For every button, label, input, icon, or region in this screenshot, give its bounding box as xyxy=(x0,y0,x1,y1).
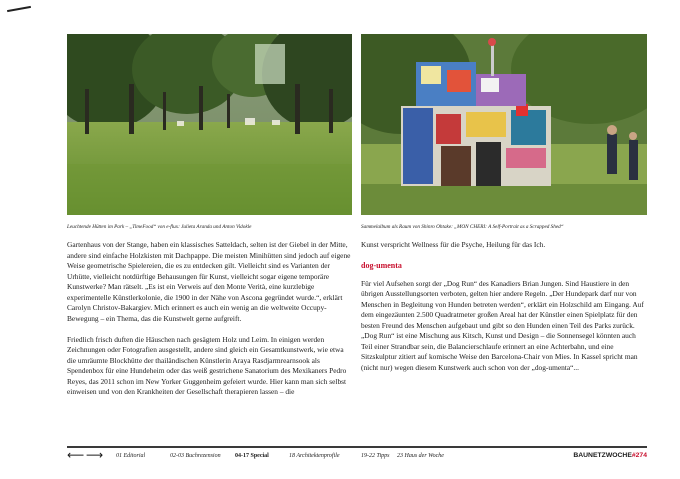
park-photo xyxy=(67,34,352,215)
article-paragraph: Für viel Aufsehen sorgt der „Dog Run“ des Kanadiers Brian Jungen. Sind Haustiere in den übrigen Ausstellungsorten verboten, gelten hier andere Regeln. „Der Hundepark darf nur von Menschen in Begleitung von Hunden betreten werden“, erklärt ein Holzschild am Eingang. Auf dem eingezäunten 2.500 Quadratmeter großen Areal hat der Künstler einen Spielplatz für den besten Freund des Menschen aufgebaut und gibt so den Hunden einen Teil des Parks zurück. „Dog Run“ ist eine Mischung aus Kitsch, Kunst und Design – die Sonnensegel könnten auch Teil einer Strandbar sein, die Balancierschlaufe erinnert an eine Achterbahn, und eine Sitzskulptur zitiert auf komische Weise den Barcelona-Chair von Mies. In Kassel spricht man (nicht nur) wegen diesem Kunstwerk auch schon von der „dog-umenta“... xyxy=(361,278,644,372)
nav-link-tipps[interactable]: 19-22 Tipps xyxy=(361,453,390,459)
nav-link-buchrezension[interactable]: 02-03 Buchrezension xyxy=(170,453,221,459)
shed-photo xyxy=(361,34,647,215)
brand-baunetz: BAUNETZ xyxy=(573,452,606,459)
right-photo-caption: Sammelalbum als Raum von Shinro Ohtake: „MON CHERI: A Self-Portrait as a Scrapped Shed“ xyxy=(361,224,564,230)
article-left-column xyxy=(67,240,351,398)
issue-number: #274 xyxy=(631,452,647,459)
article-paragraph: Kunst verspricht Wellness für die Psyche, Heilung für das Ich. xyxy=(361,240,546,249)
corner-mark xyxy=(7,6,31,12)
footer-navigation xyxy=(67,448,647,464)
nav-link-special[interactable]: 04-17 Special xyxy=(235,453,269,459)
nav-link-haus-der-woche[interactable]: 23 Haus der Woche xyxy=(397,453,444,459)
article-right-column xyxy=(361,240,647,373)
footer-divider xyxy=(67,446,647,448)
baunetzwoche-logo[interactable] xyxy=(573,452,647,459)
left-photo-caption: Leuchtende Hütten im Park – „TimeFood“ von e-flux: Julieta Aranda und Anton Vidokle xyxy=(67,224,252,230)
next-page-arrow-icon[interactable]: ⟶ xyxy=(86,448,104,462)
article-paragraph: Gartenhaus von der Stange, haben ein klassisches Satteldach, selten ist der Giebel in der Mitte, andere sind einfache Holzkisten mit Dachpappe. Die meisten Minihütten sind jedoch auf eigene Weise geometrische Spielereien, die es zu entdecken gilt. Vielleicht sind es Varianten der Urhütte, vielleicht notdürftige Behausungen für Kunst, vielleicht sogar eigene temporäre Kunstwerke? Man rätselt. „Es ist ein Verweis auf den Monte Verità, eine kurzlebige experimentelle Künstlerkolonie, die 1900 in der Nähe von Ascona gegründet wurde.“, erklärt Carolyn Christov-Bakargiev. Mich erinnert es auch ein wenig an die weltweite Occupy-Bewegung – ein Thema, das die Kunstwelt gerne aufgreift. xyxy=(67,240,351,323)
article-paragraph: Friedlich frisch duften die Häuschen nach gesägtem Holz und Leim. In einigen werden Zeichnungen oder Fotografien ausgestellt, andere sind gleich ein Gesamtkunstwerk, wie etwa die umräumte Blockhütte der thailändischen Künstlerin Araya Rasdjarmrearnsook als Spendenbox für eine Hundeheim oder das weiß gestrichene Sanatorium des Mexikaners Pedro Reyes, das 2011 schon im New Yorker Guggenheim gefeiert wurde. Hier kann man sich selbst einweisen und von den Krankheiten der Gesellschaft therapieren lassen – die xyxy=(67,334,347,396)
section-subheading: dog-umenta xyxy=(361,260,402,270)
previous-page-arrow-icon[interactable]: ⟵ xyxy=(67,448,85,462)
nav-link-editorial[interactable]: 01 Editorial xyxy=(116,453,146,459)
nav-link-architektenprofile[interactable]: 18 Architektenprofile xyxy=(289,453,340,459)
brand-woche: WOCHE xyxy=(605,452,632,459)
